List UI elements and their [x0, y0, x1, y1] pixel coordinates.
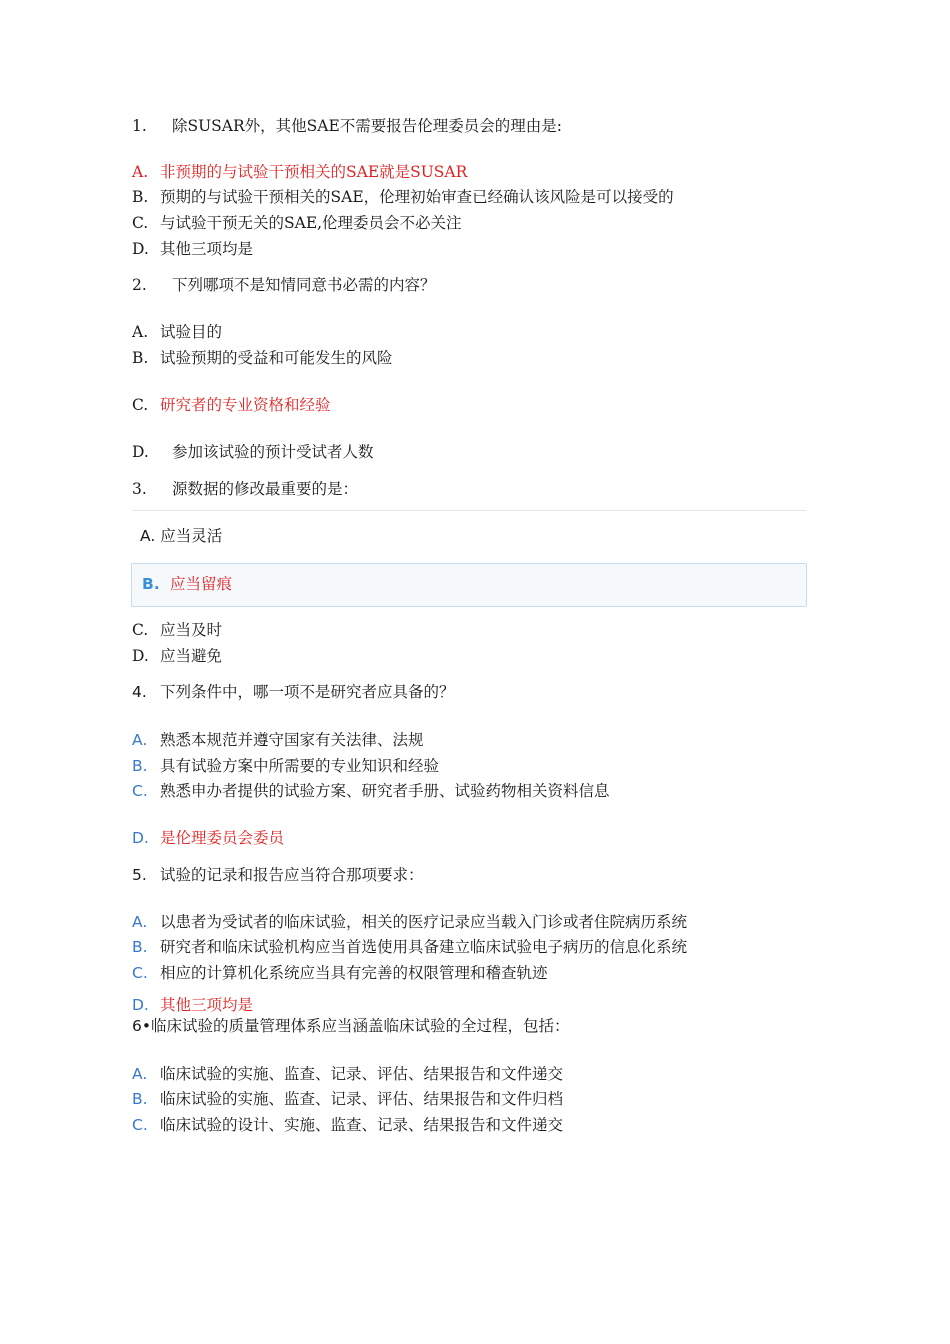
- option-letter: A.: [132, 731, 148, 749]
- question-text: 6•临床试验的质量管理体系应当涵盖临床试验的全过程，包括：: [132, 1017, 570, 1035]
- option-text: 是伦理委员会委员: [160, 829, 285, 847]
- option-letter: B.: [132, 349, 149, 367]
- question-text: 源数据的修改最重要的是：: [172, 480, 359, 498]
- question-number: 4.: [132, 683, 147, 701]
- option-letter: B.: [132, 938, 148, 956]
- question-number: 2.: [132, 276, 147, 294]
- option-text: 熟悉申办者提供的试验方案、研究者手册、试验药物相关资料信息: [160, 782, 610, 800]
- option-text: 应当及时: [160, 621, 223, 639]
- option-text: 试验预期的受益和可能发生的风险: [160, 349, 393, 367]
- option-text: 应当留痕: [170, 575, 233, 593]
- question-text: 下列哪项不是知情同意书必需的内容？: [172, 276, 436, 294]
- option-text: 具有试验方案中所需要的专业知识和经验: [160, 757, 440, 775]
- option-letter: D.: [132, 829, 149, 847]
- option-text: 非预期的与试验干预相关的SAE就是SUSAR: [160, 163, 468, 181]
- option-letter: A.: [132, 323, 149, 341]
- option-text: 临床试验的设计、实施、监查、记录、结果报告和文件递交: [160, 1116, 564, 1134]
- option-text: 其他三项均是: [160, 240, 254, 258]
- option-text: 与试验干预无关的SAE,伦理委员会不必关注: [160, 214, 462, 232]
- option-text: 参加该试验的预计受试者人数: [172, 443, 374, 461]
- question-number: 1.: [132, 117, 147, 135]
- option-letter: D.: [132, 443, 149, 461]
- option-letter: A.: [132, 913, 148, 931]
- option-text: 应当避免: [160, 647, 223, 665]
- option-letter: A.: [132, 163, 149, 181]
- option-text: 研究者和临床试验机构应当首选使用具备建立临床试验电子病历的信息化系统: [160, 938, 688, 956]
- option-letter: C.: [132, 782, 148, 800]
- question-number: 3.: [132, 480, 147, 498]
- q3-option-b-selected[interactable]: [131, 563, 807, 607]
- question-text: 除SUSAR外，其他SAE不需要报告伦理委员会的理由是:: [172, 117, 563, 135]
- option-letter: A.: [132, 1065, 148, 1083]
- option-letter: C.: [132, 621, 149, 639]
- option-letter: C.: [132, 964, 148, 982]
- option-text: 以患者为受试者的临床试验，相关的医疗记录应当载入门诊或者住院病历系统: [160, 913, 688, 931]
- divider: [132, 510, 806, 511]
- option-letter: C.: [132, 1116, 148, 1134]
- option-letter: D.: [132, 996, 149, 1014]
- option-text: 试验目的: [160, 323, 223, 341]
- option-text: 其他三项均是: [160, 996, 254, 1014]
- option-letter: C.: [132, 396, 149, 414]
- option-letter: B.: [132, 1090, 148, 1108]
- option-letter: B.: [132, 757, 148, 775]
- question-text: 试验的记录和报告应当符合那项要求：: [160, 866, 424, 884]
- option-letter: A.: [140, 527, 156, 545]
- option-text: 相应的计算机化系统应当具有完善的权限管理和稽查轨迹: [160, 964, 548, 982]
- option-letter: B.: [142, 575, 160, 593]
- option-text: 熟悉本规范并遵守国家有关法律、法规: [160, 731, 424, 749]
- option-letter: D.: [132, 240, 149, 258]
- option-letter: D.: [132, 647, 149, 665]
- option-text: 预期的与试验干预相关的SAE，伦理初始审查已经确认该风险是可以接受的: [160, 188, 674, 206]
- option-text: 临床试验的实施、监查、记录、评估、结果报告和文件归档: [160, 1090, 564, 1108]
- option-text: 应当灵活: [160, 527, 223, 545]
- option-letter: B.: [132, 188, 149, 206]
- question-number: 5.: [132, 866, 147, 884]
- option-text: 研究者的专业资格和经验: [160, 396, 331, 414]
- option-letter: C.: [132, 214, 149, 232]
- option-text: 临床试验的实施、监查、记录、评估、结果报告和文件递交: [160, 1065, 564, 1083]
- q3-option-a[interactable]: [140, 526, 222, 546]
- question-text: 下列条件中，哪一项不是研究者应具备的？: [160, 683, 455, 701]
